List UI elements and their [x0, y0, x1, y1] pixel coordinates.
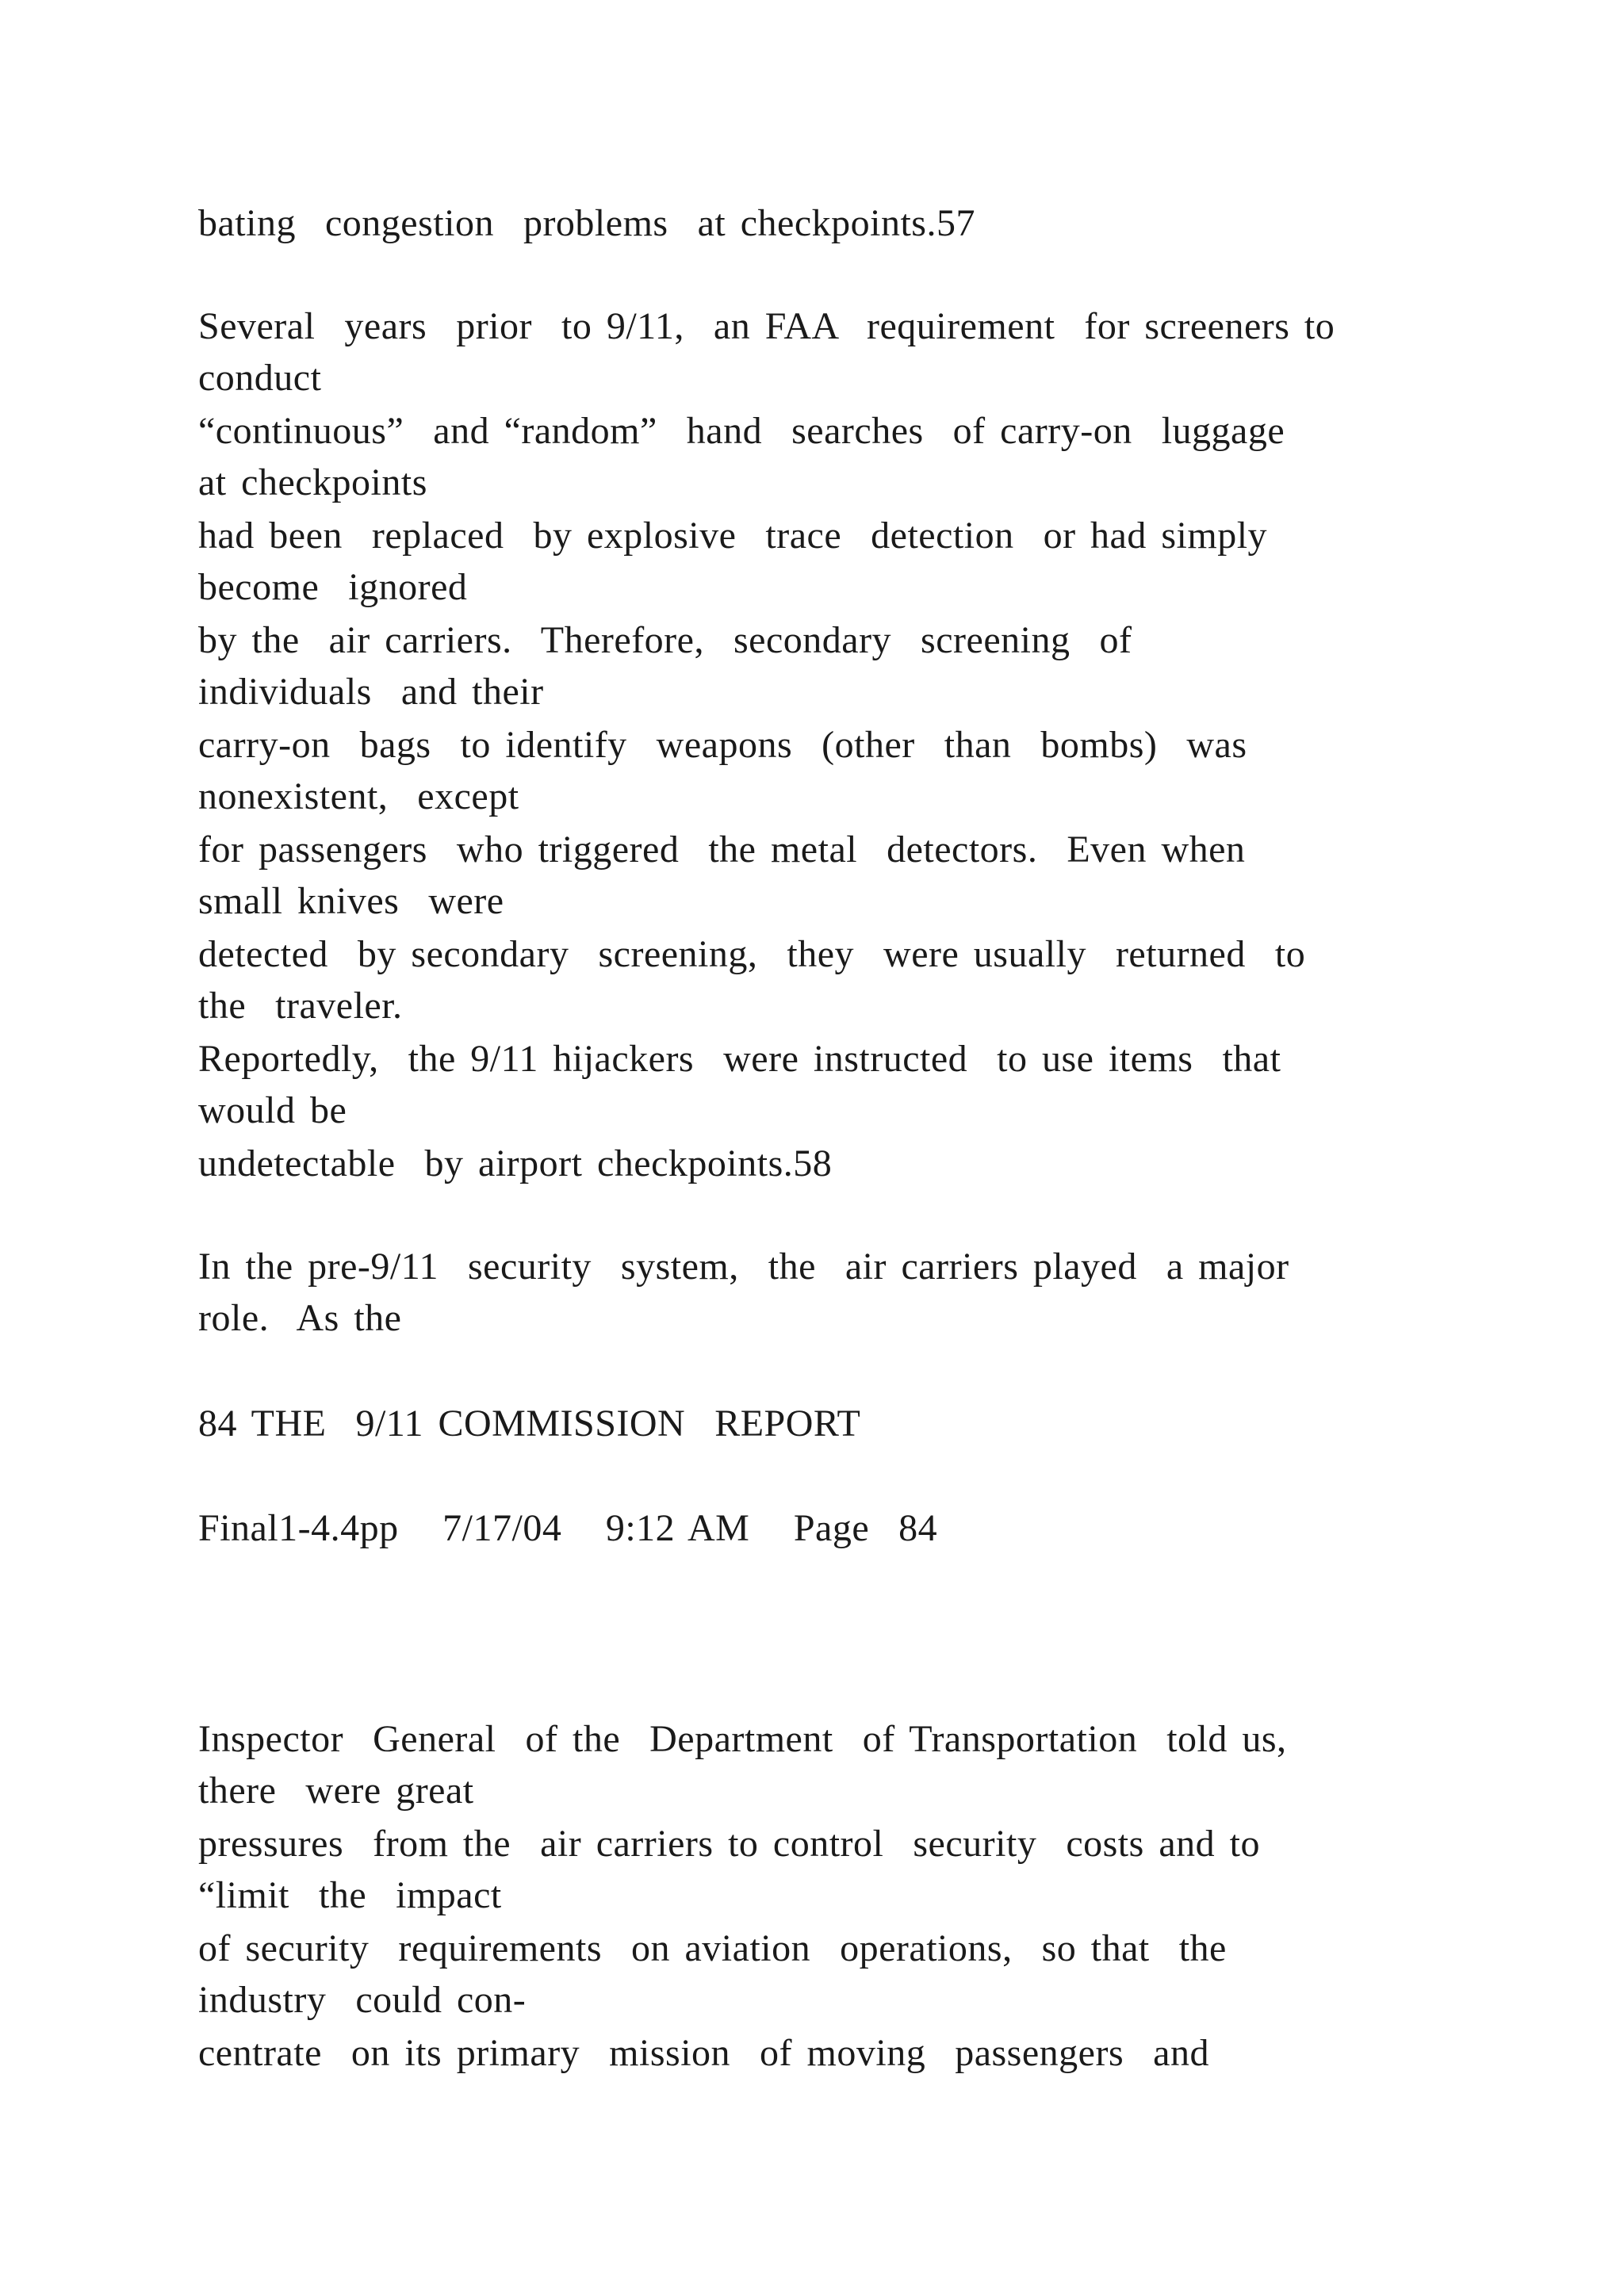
text-line: detected by secondary screening, they were usually returned to — [198, 933, 1306, 975]
text-line: “continuous” and “random” hand searches of carry-on luggage — [198, 410, 1285, 452]
text-line: of security requirements on aviation operations, so that the — [198, 1927, 1227, 1969]
text-line: role. As the — [198, 1297, 402, 1339]
text-line: pressures from the air carriers to control security costs and to — [198, 1823, 1260, 1865]
text-line: at checkpoints — [198, 461, 427, 503]
text-line: the traveler. — [198, 985, 403, 1027]
text-line: carry-on bags to identify weapons (other than bombs) was — [198, 724, 1247, 766]
text-line: by the air carriers. Therefore, secondary screening of — [198, 619, 1132, 661]
text-line: for passengers who triggered the metal detectors. Even when — [198, 828, 1246, 871]
text-line: become ignored — [198, 566, 468, 608]
text-line: conduct — [198, 357, 322, 399]
slug-line: Final1-4.4pp 7/17/04 9:12 AM Page 84 — [198, 1507, 938, 1549]
text-line: individuals and their — [198, 671, 544, 713]
text-line: there were great — [198, 1770, 474, 1812]
text-line: Reportedly, the 9/11 hijackers were instructed to use items that — [198, 1038, 1281, 1080]
text-line: “limit the impact — [198, 1874, 502, 1916]
text-line: In the pre-9/11 security system, the air carriers played a major — [198, 1246, 1289, 1288]
text-line: industry could con- — [198, 1979, 527, 2021]
text-line: Inspector General of the Department of Transportation told us, — [198, 1718, 1287, 1760]
text-line: bating congestion problems at checkpoints.57 — [198, 202, 975, 244]
text-line: had been replaced by explosive trace detection or had simply — [198, 515, 1268, 557]
text-line: centrate on its primary mission of moving passengers and — [198, 2032, 1209, 2074]
text-line: undetectable by airport checkpoints.58 — [198, 1142, 833, 1184]
running-footer: 84 THE 9/11 COMMISSION REPORT — [198, 1402, 861, 1445]
text-line: would be — [198, 1089, 347, 1131]
text-line: nonexistent, except — [198, 775, 519, 817]
text-line: small knives were — [198, 880, 504, 922]
text-line: Several years prior to 9/11, an FAA requirement for screeners to — [198, 305, 1335, 347]
